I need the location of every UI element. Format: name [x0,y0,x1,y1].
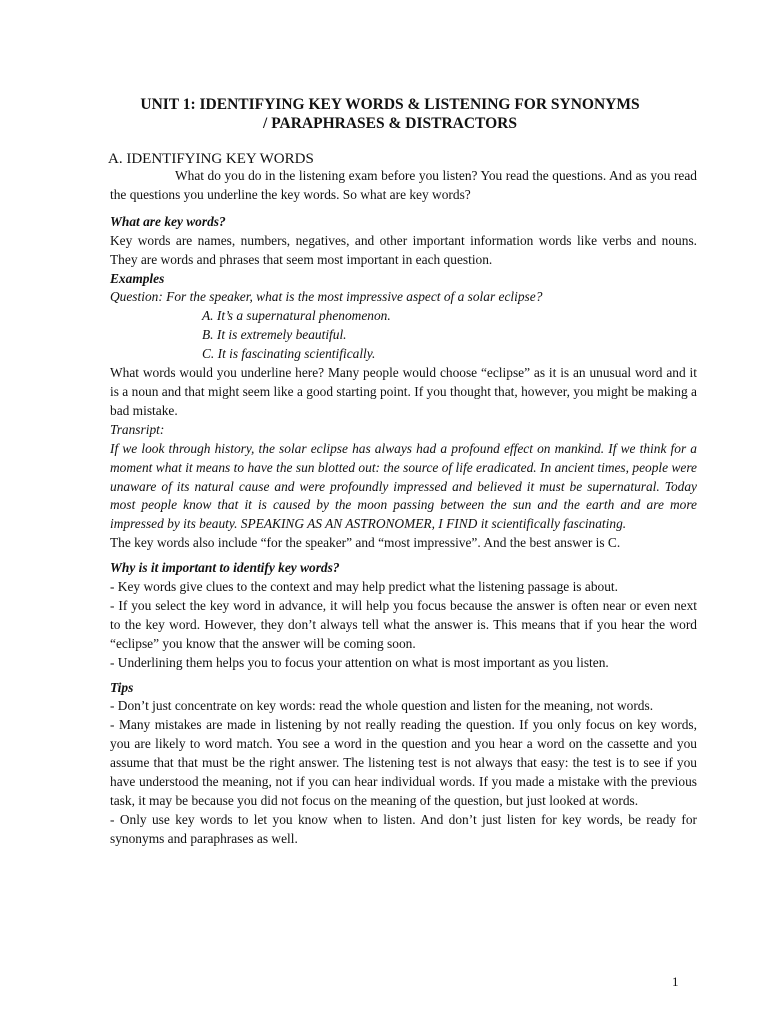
why-important-heading: Why is it important to identify key words? [110,560,340,576]
transcript-text: If we look through history, the solar eclipse has always had a profound effect on mankind. If we think for a moment what it means to have the sun blotted out: the source of life eradicated. In ancient times, people were unaware of its natural cause and were profoundly impressed and believed it must be supernatural. Today most people know that it is caused by the moon passing between the sun and the earth and are more impressed by its beauty. SPEAKING AS AN ASTRONOMER, I FIND it scientifically fascinating. [110,440,697,532]
unit-title-line-1: UNIT 1: IDENTIFYING KEY WORDS & LISTENING FOR SYNONYMS [140,96,640,113]
section-a-heading: A. IDENTIFYING KEY WORDS [108,151,314,167]
why-point-1: - Key words give clues to the context and may help predict what the listening passage is about. [110,579,618,595]
tip-3: - Only use key words to let you know when to listen. And don’t just listen for key words, be ready for synonyms and paraphrases as well. [110,811,697,846]
key-words-definition: Key words are names, numbers, negatives, and other important information words like verbs and nouns. They are words and phrases that seem most important in each question. [110,232,697,267]
example-question: Question: For the speaker, what is the most impressive aspect of a solar eclipse? [110,289,543,305]
transcript-label: Transript: [110,421,165,437]
why-point-2: - If you select the key word in advance, it will help you focus because the answer is often near or even next to the key word. However, they don’t always tell what the answer is. This means that if you hear the word “eclipse” you know that the answer will be coming soon. [110,597,697,651]
answer-option-c: C. It is fascinating scientifically. [202,346,376,362]
page-number: 1 [672,974,679,989]
analysis-paragraph: What words would you underline here? Many people would choose “eclipse” as it is an unusual word and it is a noun and that might seem like a good starting point. If you thought that, however, you might be making a bad mistake. [110,365,697,418]
section-a-body [110,167,697,849]
why-point-3: - Underlining them helps you to focus your attention on what is most important as you listen. [110,654,609,670]
examples-heading: Examples [110,270,165,286]
unit-title-line-2: / PARAPHRASES & DISTRACTORS [263,115,517,132]
answer-note: The key words also include “for the speaker” and “most impressive”. And the best answer is C. [110,535,621,551]
tips-heading: Tips [110,679,134,695]
answer-option-a: A. It’s a supernatural phenomenon. [202,308,391,324]
what-are-key-words-heading: What are key words? [110,213,226,229]
answer-option-b: B. It is extremely beautiful. [202,327,347,343]
intro-paragraph: What do you do in the listening exam before you listen? You read the questions. And as you read the questions you underline the key words. So what are key words? [110,168,697,202]
tip-1: - Don’t just concentrate on key words: read the whole question and listen for the meaning, not words. [110,698,654,714]
tip-2: - Many mistakes are made in listening by not really reading the question. If you only focus on key words, you are likely to word match. You see a word in the question and you hear a word on the cassette and you assume that that must be the right answer. The listening test is not always that easy: the test is to see if you have understood the meaning, not if you can hear individual words. If you made a mistake with the previous task, it may be because you did not focus on the meaning of the question, but just looked at words. [110,717,697,808]
